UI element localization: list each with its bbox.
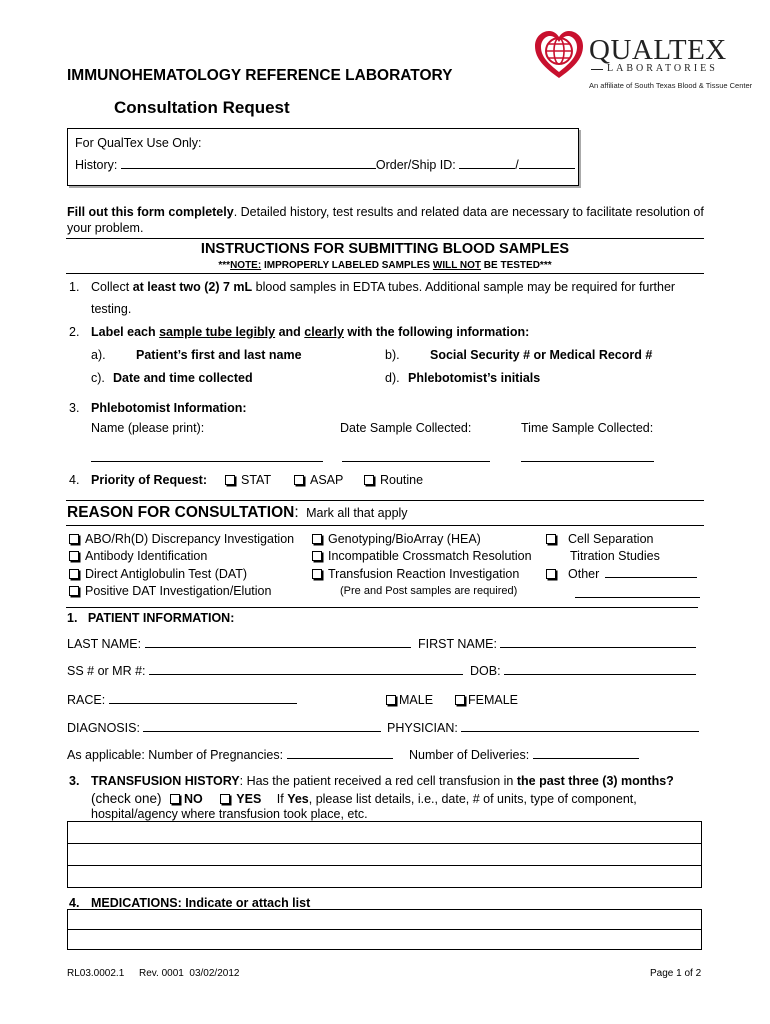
item2-e: with the following information: — [343, 325, 530, 339]
sub-b-label: b). — [385, 348, 400, 362]
item2-b: sample tube legibly — [159, 325, 276, 339]
order-label: Order/Ship ID: — [375, 158, 456, 172]
transfusion-entry-row[interactable] — [68, 866, 702, 888]
name-field[interactable] — [91, 448, 323, 462]
transfusion-check-row — [91, 791, 637, 806]
other-checkbox[interactable] — [546, 569, 556, 579]
reason-col1 — [69, 531, 294, 600]
intro-text — [67, 204, 707, 236]
logo-tagline: An affiliate of South Texas Blood & Tissue Center — [589, 81, 753, 90]
yes-checkbox[interactable] — [220, 794, 230, 804]
logo-name: QUALTEX — [589, 34, 727, 66]
physician-row — [387, 721, 699, 735]
dat-label: Direct Antiglobulin Test (DAT) — [85, 566, 248, 581]
transfusion-reaction-checkbox[interactable] — [312, 569, 322, 579]
reason-transfusion-reaction[interactable] — [312, 566, 532, 583]
item2-c: and — [275, 325, 305, 339]
reason-cell-separation[interactable] — [546, 531, 697, 548]
if-label: If — [276, 792, 288, 806]
transfusion-entry-row[interactable] — [68, 822, 702, 844]
medications-entry-row[interactable] — [68, 910, 702, 930]
reason-hint: Mark all that apply — [306, 506, 408, 520]
name-label: Name (please print): — [91, 421, 205, 435]
date-label: Date Sample Collected: — [340, 421, 472, 435]
dob-row — [470, 664, 696, 678]
pregnancies-label: As applicable: Number of Pregnancies: — [67, 748, 284, 762]
first-name-row — [418, 637, 696, 651]
reason-positive-dat[interactable] — [69, 583, 294, 600]
item4-title: Priority of Request: — [91, 473, 207, 487]
item1-num: 1. — [69, 280, 80, 294]
pregnancies-field[interactable] — [287, 758, 393, 759]
transfusion-num: 3. — [69, 774, 80, 788]
note-post: BE TESTED*** — [481, 260, 552, 271]
dob-label: DOB: — [470, 664, 501, 678]
medications-entry-table — [67, 909, 702, 950]
reason-other[interactable] — [546, 566, 697, 583]
last-name-field[interactable] — [145, 647, 411, 648]
logo-divider — [591, 69, 603, 70]
male-option[interactable] — [386, 693, 433, 707]
item1-a: Collect — [91, 280, 133, 294]
stat-option[interactable] — [225, 473, 271, 487]
item1-text — [91, 280, 675, 294]
asap-label: ASAP — [310, 473, 344, 487]
race-field[interactable] — [109, 703, 297, 704]
instructions-note — [0, 260, 770, 271]
deliveries-label: Number of Deliveries: — [409, 748, 530, 762]
time-field[interactable] — [521, 448, 654, 462]
physician-field[interactable] — [461, 731, 699, 732]
use-only-title: For QualTex Use Only: — [75, 136, 202, 150]
other-field-2[interactable] — [575, 584, 700, 598]
item2-text — [91, 325, 529, 339]
diagnosis-label: DIAGNOSIS: — [67, 721, 140, 735]
yes-label: YES — [236, 792, 262, 806]
sub-d-text: Phlebotomist’s initials — [408, 371, 541, 385]
sub-c-text: Date and time collected — [113, 371, 253, 385]
item1-cont: testing. — [91, 302, 132, 316]
last-name-row — [67, 637, 411, 651]
note-emph: WILL NOT — [432, 260, 482, 271]
item3-num: 3. — [69, 401, 80, 415]
ship-field[interactable] — [519, 168, 575, 169]
if-yes-text — [277, 792, 637, 806]
reason-colon: : — [294, 504, 299, 521]
cell-separation-checkbox[interactable] — [546, 534, 556, 544]
item2-num: 2. — [69, 325, 80, 339]
date-field[interactable] — [342, 448, 490, 462]
instructions-bottom-rule — [66, 273, 704, 274]
diagnosis-row — [67, 721, 381, 735]
yes-option[interactable] — [220, 792, 261, 806]
reason-genotyping[interactable] — [312, 531, 532, 548]
female-checkbox[interactable] — [455, 695, 465, 705]
dat-checkbox[interactable] — [69, 569, 79, 579]
deliveries-row — [409, 748, 639, 762]
transfusion-entry-row[interactable] — [68, 844, 702, 866]
positive-dat-checkbox[interactable] — [69, 586, 79, 596]
instructions-title: INSTRUCTIONS FOR SUBMITTING BLOOD SAMPLES — [200, 241, 570, 257]
asap-option[interactable] — [294, 473, 343, 487]
stat-label: STAT — [241, 473, 272, 487]
logo-sub: LABORATORIES — [607, 63, 718, 74]
female-option[interactable] — [455, 693, 518, 707]
reason-dat[interactable] — [69, 566, 294, 583]
first-name-field[interactable] — [500, 647, 696, 648]
medications-entry-row[interactable] — [68, 930, 702, 950]
history-label: History: — [75, 158, 118, 172]
reason-col3 — [546, 531, 697, 583]
male-label: MALE — [399, 693, 434, 707]
genotyping-checkbox[interactable] — [312, 534, 322, 544]
race-row — [67, 693, 297, 707]
use-only-box — [67, 128, 579, 186]
titration-label: Titration Studies — [570, 549, 660, 564]
no-option[interactable] — [170, 792, 203, 806]
heart-globe-icon — [531, 26, 587, 82]
reason-crossmatch[interactable] — [312, 548, 532, 565]
asap-checkbox[interactable] — [294, 475, 304, 485]
sub-c-label: c). — [91, 371, 105, 385]
last-name-label: LAST NAME: — [67, 637, 142, 651]
sub-b-text: Social Security # or Medical Record # — [430, 348, 653, 362]
order-field[interactable] — [459, 168, 515, 169]
medications-header — [91, 896, 310, 910]
instructions-top-rule — [66, 238, 704, 239]
sub-a-label: a). — [91, 348, 106, 362]
reason-header — [67, 504, 408, 522]
if-yes-label: Yes — [287, 792, 309, 806]
crossmatch-checkbox[interactable] — [312, 551, 322, 561]
race-label: RACE: — [67, 693, 106, 707]
male-checkbox[interactable] — [386, 695, 396, 705]
crossmatch-label: Incompatible Crossmatch Resolution — [328, 549, 532, 564]
medications-num: 4. — [69, 896, 80, 910]
time-label: Time Sample Collected: — [521, 421, 654, 435]
other-label: Other — [568, 566, 600, 581]
ss-field[interactable] — [149, 674, 463, 675]
diagnosis-field[interactable] — [143, 731, 381, 732]
abo-label: ABO/Rh(D) Discrepancy Investigation — [85, 532, 295, 546]
order-sep: / — [515, 158, 519, 172]
note-mid: IMPROPERLY LABELED SAMPLES — [261, 260, 433, 271]
transfusion-q-b: the past three (3) months? — [516, 774, 674, 788]
pregnancies-row — [67, 748, 393, 762]
sub-d-label: d). — [385, 371, 400, 385]
check-once-label: (check one) — [91, 791, 162, 806]
patient-title: 1. PATIENT INFORMATION: — [67, 611, 235, 625]
first-name-label: FIRST NAME: — [418, 637, 497, 651]
item4-num: 4. — [69, 473, 80, 487]
ss-label: SS # or MR #: — [67, 664, 146, 678]
reason-antibody[interactable] — [69, 548, 294, 565]
routine-label: Routine — [380, 473, 424, 487]
routine-checkbox[interactable] — [364, 475, 374, 485]
transfusion-detail-2: hospital/agency where transfusion took place, etc. — [91, 807, 368, 821]
medications-title: MEDICATIONS — [91, 896, 178, 910]
female-label: FEMALE — [468, 693, 519, 707]
reason-titration[interactable] — [546, 548, 697, 565]
genotyping-label: Genotyping/BioArray (HEA) — [328, 532, 481, 546]
reason-title: REASON FOR CONSULTATION — [67, 504, 295, 521]
sub-a-text: Patient’s first and last name — [136, 348, 302, 362]
transfusion-title: TRANSFUSION HISTORY — [91, 774, 240, 788]
transfusion-q-a: : Has the patient received a red cell transfusion in — [239, 774, 517, 788]
note-label: NOTE: — [230, 260, 262, 271]
transfusion-reaction-label: Transfusion Reaction Investigation — [328, 566, 520, 581]
reason-top-rule — [66, 500, 704, 501]
reason-col2-note: (Pre and Post samples are required) — [340, 584, 518, 597]
intro-bold: Fill out this form completely — [67, 205, 234, 219]
item2-d: clearly — [304, 325, 344, 339]
intro-rest: . Detailed history, test results and related data are necessary to facilitate resolution of your problem. — [67, 205, 704, 235]
abo-checkbox[interactable] — [69, 534, 79, 544]
physician-label: PHYSICIAN: — [387, 721, 458, 735]
antibody-label: Antibody Identification — [85, 549, 208, 564]
routine-option[interactable] — [364, 473, 423, 487]
transfusion-detail: , please list details, i.e., date, # of units, type of component, — [308, 792, 637, 806]
history-field[interactable] — [121, 168, 376, 169]
positive-dat-label: Positive DAT Investigation/Elution — [85, 583, 272, 598]
no-label: NO — [184, 792, 203, 806]
other-field[interactable] — [605, 577, 697, 578]
footer-rev: Rev. 0001 03/02/2012 — [139, 968, 240, 979]
no-checkbox[interactable] — [170, 794, 180, 804]
patient-top-rule — [66, 607, 698, 608]
transfusion-entry-table — [67, 821, 702, 888]
reason-bottom-rule — [66, 525, 704, 526]
item1-b: at least two (2) 7 mL — [132, 280, 253, 294]
transfusion-question — [91, 774, 674, 788]
note-pre: *** — [218, 260, 231, 271]
item1-c: blood samples in EDTA tubes. Additional sample may be required for further — [252, 280, 676, 294]
cell-separation-label: Cell Separation — [568, 532, 654, 546]
footer-code: RL03.0002.1 — [67, 968, 125, 979]
deliveries-field[interactable] — [533, 758, 639, 759]
form-title: Consultation Request — [114, 98, 290, 117]
antibody-checkbox[interactable] — [69, 551, 79, 561]
ss-row — [67, 664, 463, 678]
footer-page: Page 1 of 2 — [650, 968, 702, 979]
item3-title: Phlebotomist Information: — [91, 401, 247, 415]
reason-col2 — [312, 531, 532, 600]
stat-checkbox[interactable] — [225, 475, 235, 485]
medications-rest: : Indicate or attach list — [177, 896, 311, 910]
qualtex-logo — [531, 26, 753, 96]
item2-a: Label each — [91, 325, 160, 339]
lab-title: IMMUNOHEMATOLOGY REFERENCE LABORATORY — [67, 67, 453, 84]
dob-field[interactable] — [504, 674, 696, 675]
history-row — [75, 158, 575, 172]
reason-abo[interactable] — [69, 531, 294, 548]
